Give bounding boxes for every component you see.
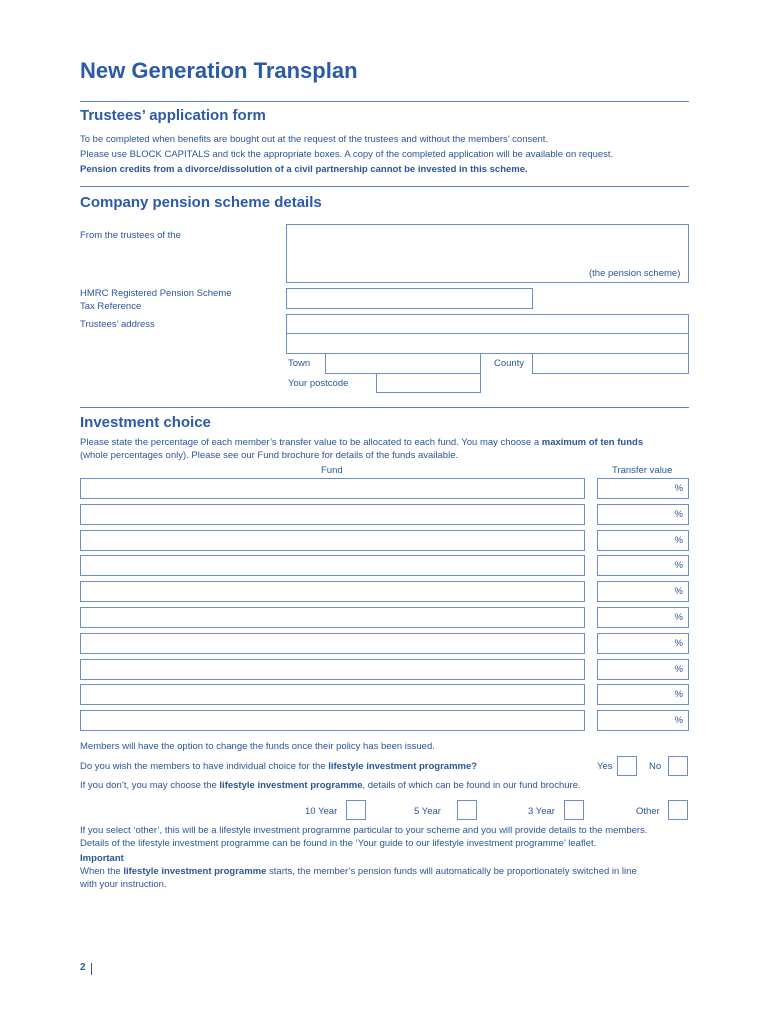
option-5-year-label: 5 Year <box>414 806 441 817</box>
percent-sign: % <box>674 560 683 571</box>
transfer-column-header: Transfer value <box>612 465 673 476</box>
intro-line-3: Pension credits from a divorce/dissolution of a civil partnership cannot be invested in this scheme. <box>80 164 528 175</box>
intro-line-2: Please use BLOCK CAPITALS and tick the appropriate boxes. A copy of the completed application will be available on request. <box>80 149 614 160</box>
transfer-value-field[interactable] <box>597 504 689 525</box>
transfer-value-field[interactable] <box>597 607 689 628</box>
option-5-year-checkbox[interactable] <box>457 800 477 820</box>
lifestyle-note: If you don’t, you may choose the lifestyle investment programme, details of which can be found in our fund brochure. <box>80 780 581 791</box>
percent-sign: % <box>674 535 683 546</box>
transfer-value-field[interactable] <box>597 478 689 499</box>
fund-name-field[interactable] <box>80 684 585 705</box>
fund-name-field[interactable] <box>80 607 585 628</box>
county-label: County <box>494 358 525 369</box>
fund-name-field[interactable] <box>80 555 585 576</box>
fund-name-field[interactable] <box>80 581 585 602</box>
important-heading: Important <box>80 853 124 864</box>
fund-name-field[interactable] <box>80 659 585 680</box>
address-line-1-field[interactable] <box>286 314 689 334</box>
form-title: Trustees’ application form <box>80 107 266 124</box>
fund-name-field[interactable] <box>80 530 585 551</box>
page-title: New Generation Transplan <box>80 58 358 83</box>
fund-name-field[interactable] <box>80 710 585 731</box>
percent-sign: % <box>674 664 683 675</box>
page-number-divider <box>91 963 92 975</box>
yes-checkbox[interactable] <box>617 756 637 776</box>
county-field[interactable] <box>532 353 689 374</box>
yes-label: Yes <box>597 761 613 772</box>
transfer-value-field[interactable] <box>597 581 689 602</box>
option-10-year-label: 10 Year <box>305 806 338 817</box>
from-trustees-label: From the trustees of the <box>80 230 181 241</box>
percent-sign: % <box>674 586 683 597</box>
intro-line-1: To be completed when benefits are bought out at the request of the trustees and without the members’ consent. <box>80 134 549 145</box>
option-other-label: Other <box>636 806 660 817</box>
hmrc-label-1: HMRC Registered Pension Scheme <box>80 288 232 299</box>
fund-name-field[interactable] <box>80 504 585 525</box>
town-label: Town <box>288 358 311 369</box>
transfer-value-field[interactable] <box>597 555 689 576</box>
transfer-value-field[interactable] <box>597 659 689 680</box>
when-note-1: When the lifestyle investment programme starts, the member’s pension funds will automatically be proportionately switched in line <box>80 866 637 877</box>
option-3-year-checkbox[interactable] <box>564 800 584 820</box>
hmrc-reference-field[interactable] <box>286 288 533 309</box>
other-note-1: If you select ‘other’, this will be a lifestyle investment programme particular to your scheme and you will provide details to the members. <box>80 825 648 836</box>
postcode-label: Your postcode <box>288 378 349 389</box>
other-note-2: Details of the lifestyle investment programme can be found in the ‘Your guide to our lifestyle investment programme’ leaflet. <box>80 838 597 849</box>
postcode-field[interactable] <box>376 373 481 393</box>
fund-name-field[interactable] <box>80 633 585 654</box>
divider <box>80 101 689 102</box>
option-other-checkbox[interactable] <box>668 800 688 820</box>
company-heading: Company pension scheme details <box>80 194 322 211</box>
transfer-value-field[interactable] <box>597 684 689 705</box>
fund-name-field[interactable] <box>80 478 585 499</box>
investment-desc-1: Please state the percentage of each member’s transfer value to be allocated to each fund. You may choose a maximum of ten funds <box>80 437 644 448</box>
address-line-2-field[interactable] <box>286 333 689 354</box>
transfer-value-field[interactable] <box>597 530 689 551</box>
percent-sign: % <box>674 509 683 520</box>
lifestyle-question: Do you wish the members to have individual choice for the lifestyle investment programme? <box>80 761 478 772</box>
when-note-2: with your instruction. <box>80 879 167 890</box>
transfer-value-field[interactable] <box>597 710 689 731</box>
option-3-year-label: 3 Year <box>528 806 555 817</box>
no-label: No <box>649 761 662 772</box>
option-10-year-checkbox[interactable] <box>346 800 366 820</box>
no-checkbox[interactable] <box>668 756 688 776</box>
investment-heading: Investment choice <box>80 414 211 431</box>
investment-desc-2: (whole percentages only). Please see our Fund brochure for details of the funds available. <box>80 450 459 461</box>
change-note: Members will have the option to change the funds once their policy has been issued. <box>80 741 435 752</box>
percent-sign: % <box>674 638 683 649</box>
hmrc-label-2: Tax Reference <box>80 301 142 312</box>
address-label: Trustees’ address <box>80 319 155 330</box>
page-number: 2 <box>80 962 86 973</box>
fund-column-header: Fund <box>321 465 343 476</box>
percent-sign: % <box>674 715 683 726</box>
scheme-suffix-label: (the pension scheme) <box>589 268 681 279</box>
divider <box>80 407 689 408</box>
transfer-value-field[interactable] <box>597 633 689 654</box>
divider <box>80 186 689 187</box>
percent-sign: % <box>674 612 683 623</box>
percent-sign: % <box>674 689 683 700</box>
town-field[interactable] <box>325 353 481 374</box>
percent-sign: % <box>674 483 683 494</box>
